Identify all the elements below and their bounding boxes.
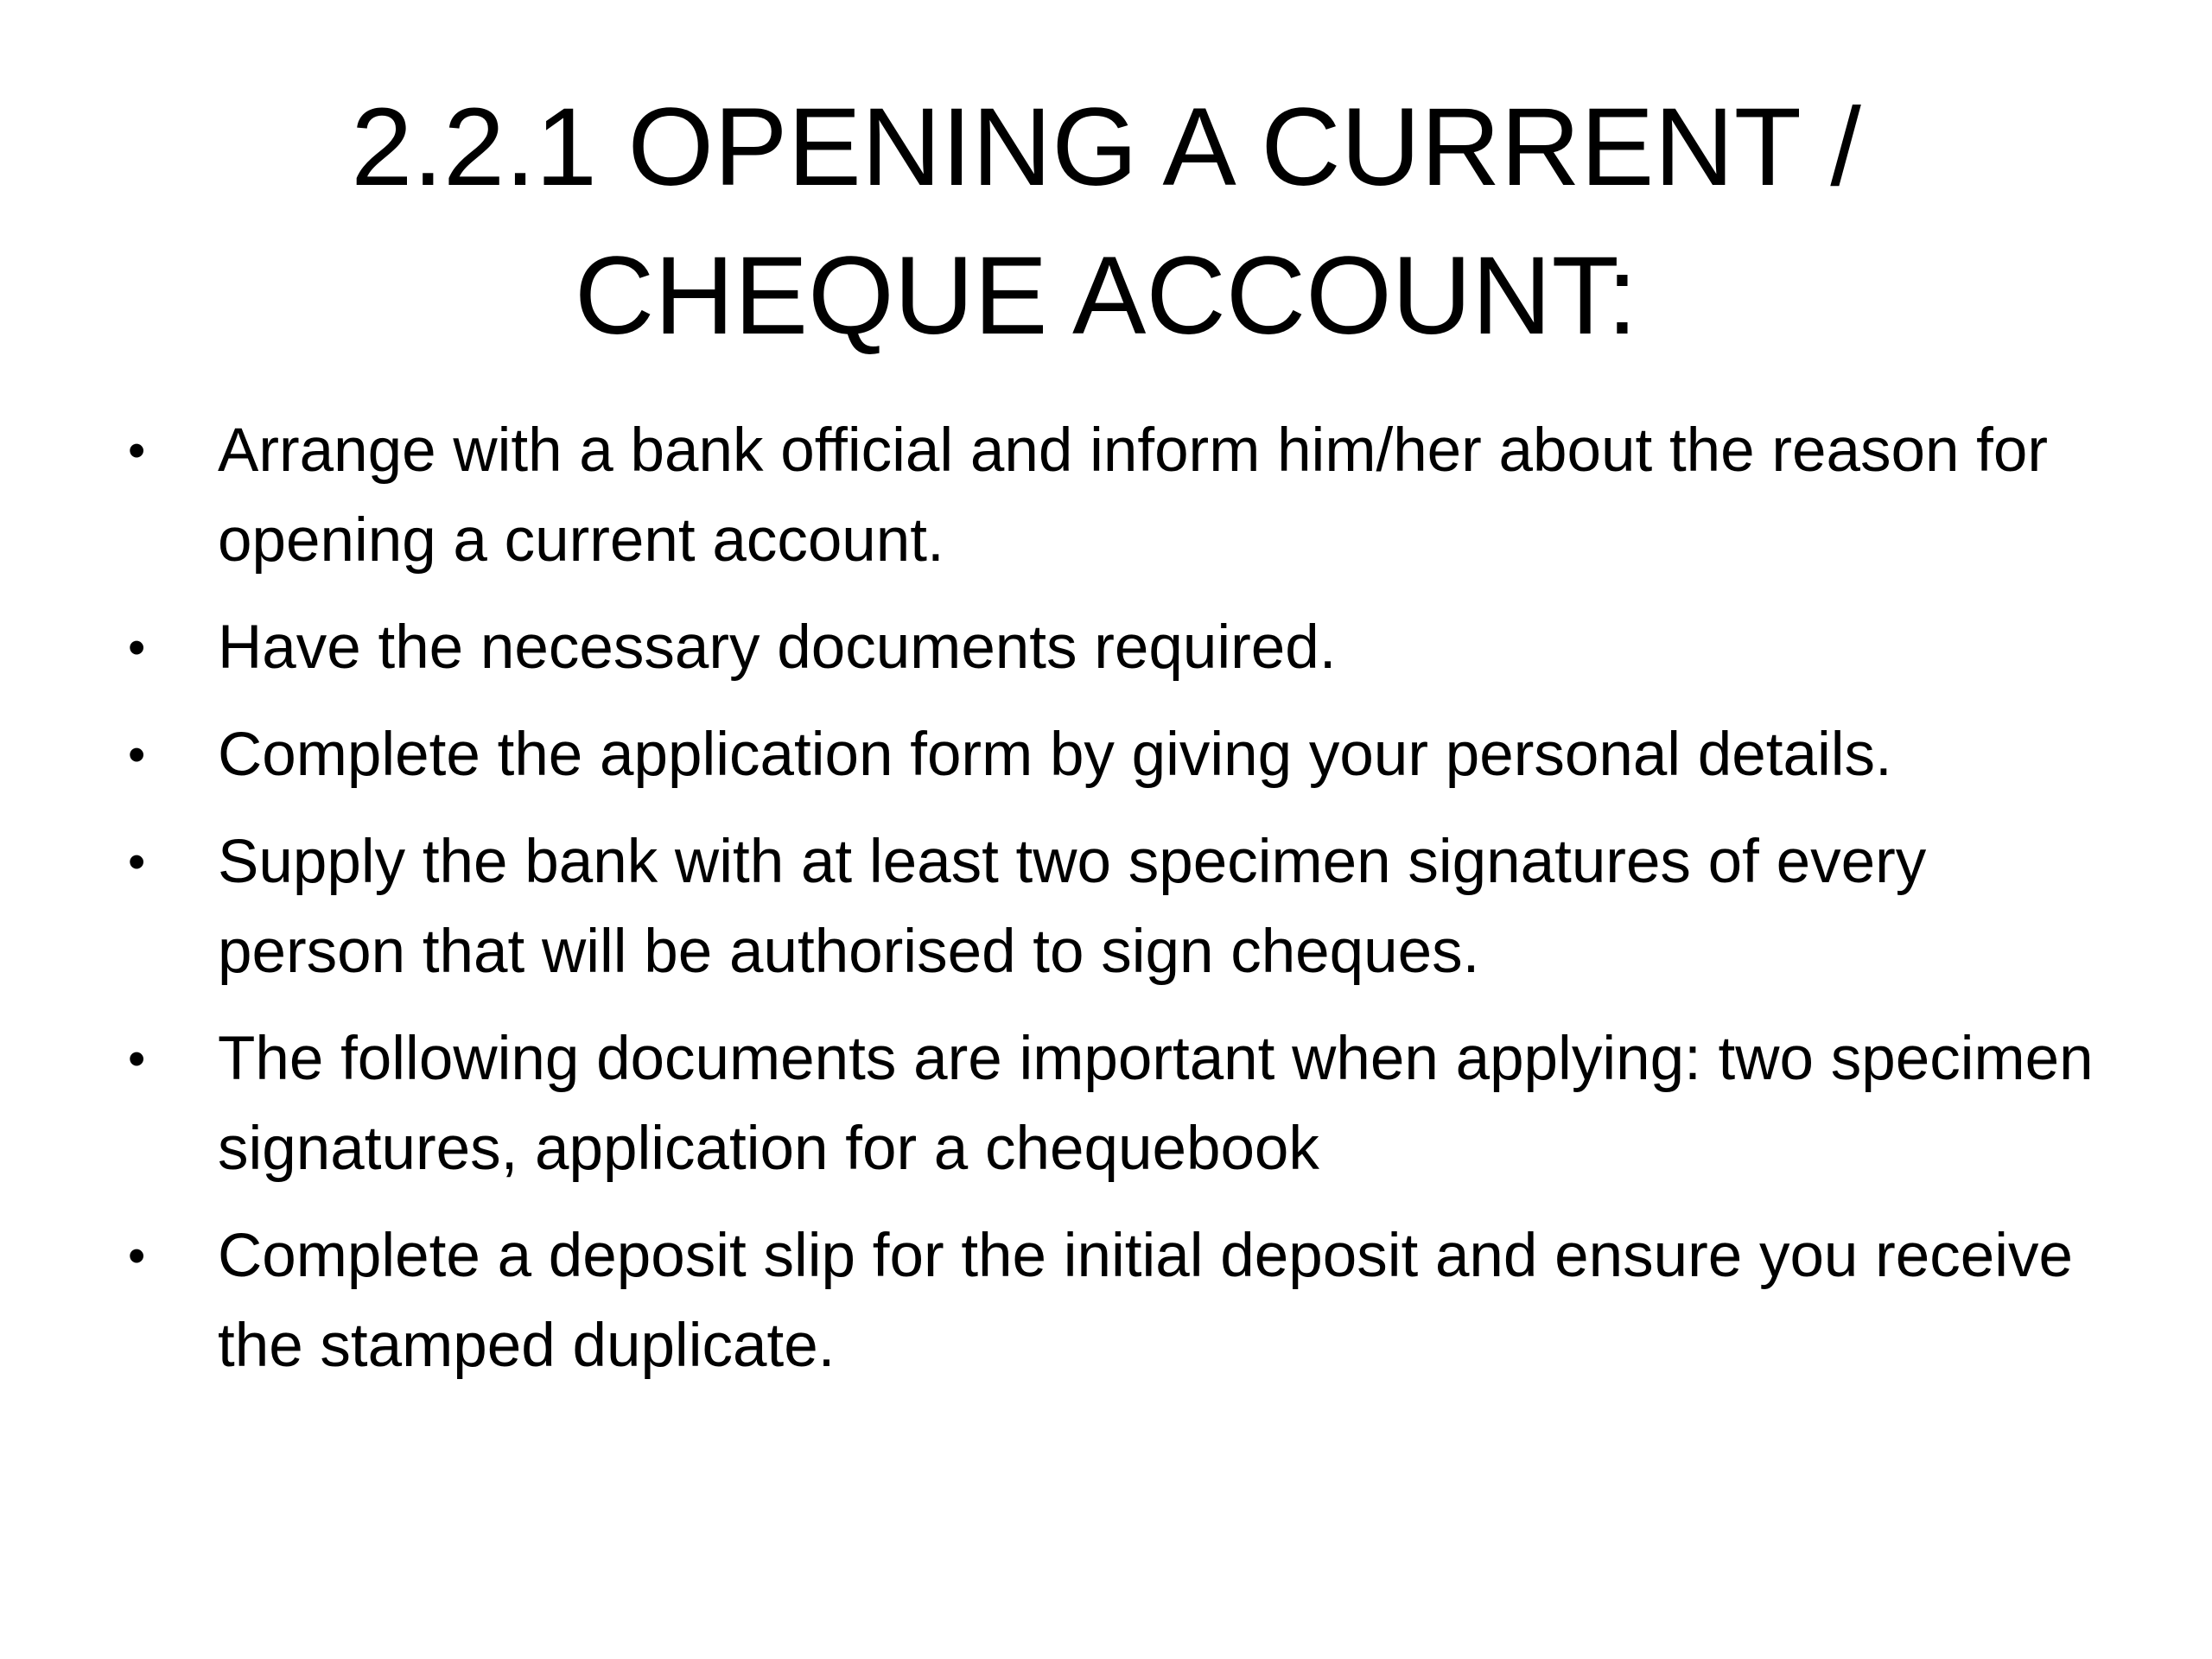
slide-title: 2.2.1 OPENING A CURRENT / CHEQUE ACCOUNT: <box>351 86 1861 358</box>
bullet-dot-icon: • <box>128 620 146 676</box>
bullet-dot-icon: • <box>128 1228 146 1284</box>
bullet-list <box>128 406 2115 1408</box>
bullet-text: Supply the bank with at least two specimen signatures of every person that will be authorised to sign cheques. <box>218 828 1927 986</box>
bullet-item <box>128 1014 2115 1194</box>
bullet-text: Arrange with a bank official and inform him/her about the reason for opening a current account. <box>218 416 2049 575</box>
bullet-text: The following documents are important when applying: two specimen signatures, application for a chequebook <box>218 1025 2094 1183</box>
bullet-text: Complete the application form by giving your personal details. <box>218 721 1892 789</box>
bullet-dot-icon: • <box>128 834 146 890</box>
bullet-text: Have the necessary documents required. <box>218 613 1337 682</box>
bullet-item <box>128 710 2115 800</box>
bullet-item <box>128 603 2115 693</box>
bullet-dot-icon: • <box>128 423 146 479</box>
bullet-item <box>128 406 2115 586</box>
bullet-text: Complete a deposit slip for the initial deposit and ensure you receive the stamped duplicate. <box>218 1222 2074 1380</box>
bullet-dot-icon: • <box>128 1031 146 1087</box>
bullet-dot-icon: • <box>128 727 146 783</box>
bullet-item <box>128 817 2115 997</box>
bullet-item <box>128 1211 2115 1391</box>
